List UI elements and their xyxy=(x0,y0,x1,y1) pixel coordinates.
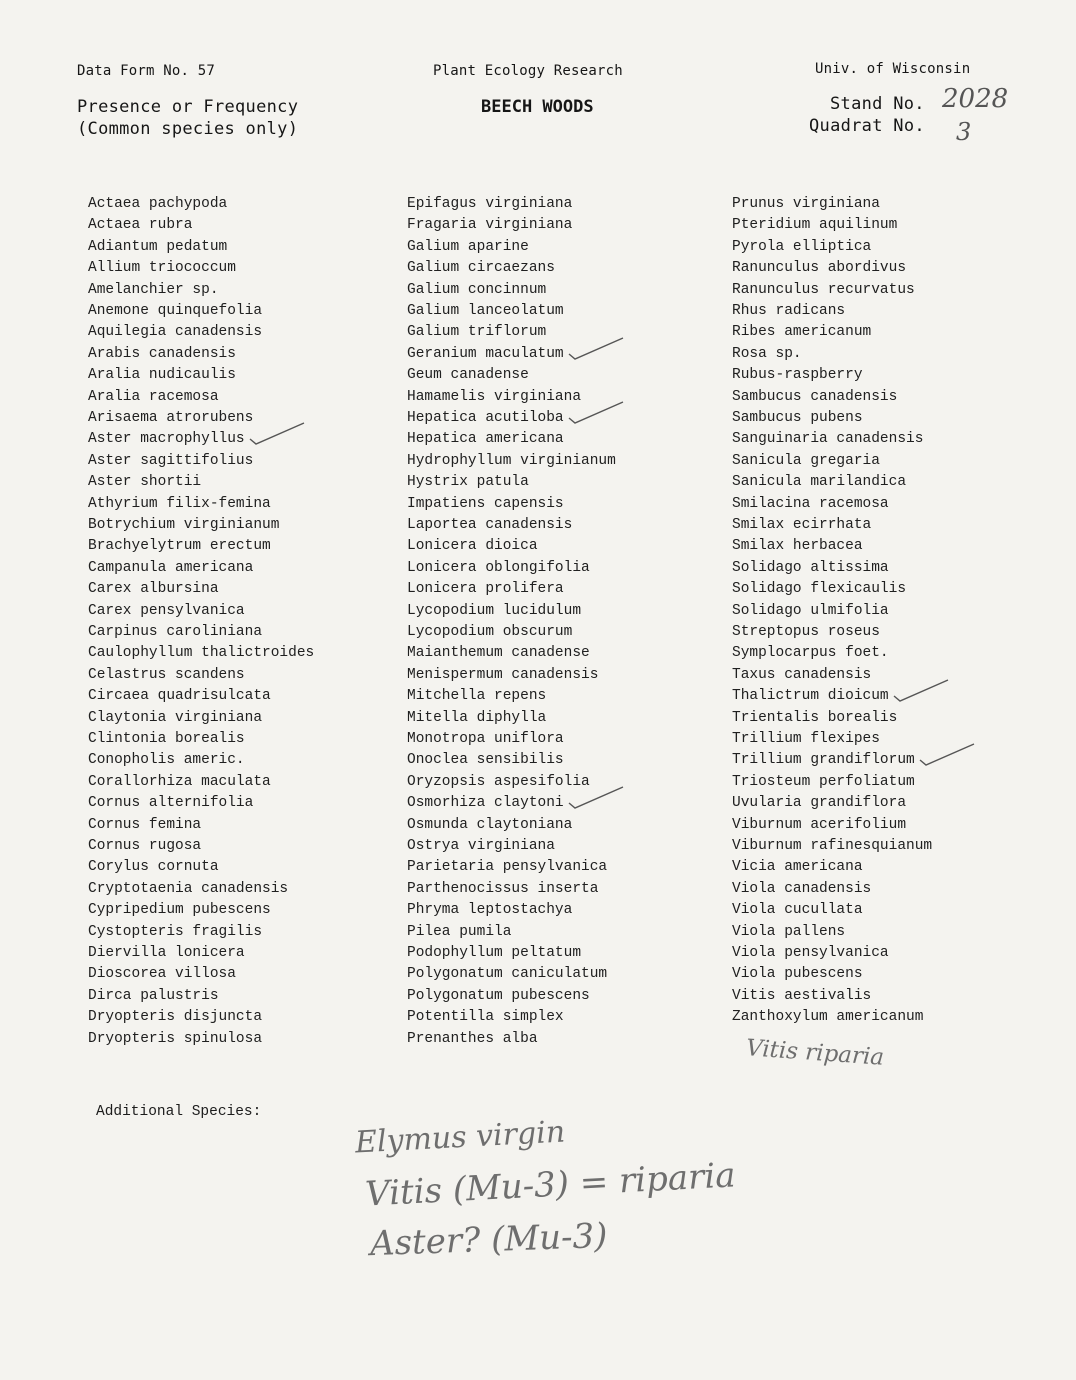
species-item: Aster macrophyllus xyxy=(88,431,245,447)
species-item: Rhus radicans xyxy=(732,303,846,319)
species-item: Viola pubescens xyxy=(732,966,863,982)
species-item: Brachyelytrum erectum xyxy=(88,538,271,554)
species-item: Aralia racemosa xyxy=(88,389,219,405)
species-item: Adiantum pedatum xyxy=(88,239,228,255)
species-item: Viburnum rafinesquianum xyxy=(732,838,933,854)
species-item: Dryopteris spinulosa xyxy=(88,1031,263,1047)
species-item: Rosa sp. xyxy=(732,346,802,362)
species-item: Cryptotaenia canadensis xyxy=(88,881,289,897)
species-item: Vitis aestivalis xyxy=(732,988,872,1004)
species-item: Clintonia borealis xyxy=(88,731,245,747)
check-mark-icon xyxy=(248,419,308,449)
species-item: Celastrus scandens xyxy=(88,667,245,683)
species-item: Solidago altissima xyxy=(732,560,889,576)
species-item: Campanula americana xyxy=(88,560,254,576)
species-item: Trientalis borealis xyxy=(732,710,898,726)
species-item: Arisaema atrorubens xyxy=(88,410,254,426)
species-item: Impatiens capensis xyxy=(407,496,564,512)
check-mark-icon xyxy=(567,398,627,428)
species-item: Mitchella repens xyxy=(407,688,547,704)
species-item: Arabis canadensis xyxy=(88,346,236,362)
species-item: Solidago ulmifolia xyxy=(732,603,889,619)
species-item: Vicia americana xyxy=(732,859,863,875)
species-item: Parietaria pensylvanica xyxy=(407,859,608,875)
species-item: Dryopteris disjuncta xyxy=(88,1009,263,1025)
species-item: Smilacina racemosa xyxy=(732,496,889,512)
species-item: Athyrium filix-femina xyxy=(88,496,271,512)
species-item: Hamamelis virginiana xyxy=(407,389,582,405)
species-item: Maianthemum canadense xyxy=(407,645,590,661)
form-number: Data Form No. 57 xyxy=(77,63,216,79)
quadrat-label: Quadrat No. xyxy=(809,116,925,136)
species-item: Cornus femina xyxy=(88,817,202,833)
species-item: Lycopodium obscurum xyxy=(407,624,573,640)
species-item: Amelanchier sp. xyxy=(88,282,219,298)
species-item: Parthenocissus inserta xyxy=(407,881,599,897)
species-item: Sanicula gregaria xyxy=(732,453,880,469)
species-item: Hepatica acutiloba xyxy=(407,410,564,426)
species-item: Solidago flexicaulis xyxy=(732,581,907,597)
species-item: Allium triococcum xyxy=(88,260,236,276)
species-item: Cystopteris fragilis xyxy=(88,924,263,940)
species-item: Osmunda claytoniana xyxy=(407,817,573,833)
species-item: Galium concinnum xyxy=(407,282,547,298)
species-item: Caulophyllum thalictroides xyxy=(88,645,315,661)
species-item: Ranunculus recurvatus xyxy=(732,282,915,298)
additional-entry-2: Vitis (Mu-3) = riparia xyxy=(364,1155,737,1215)
check-mark-icon xyxy=(567,783,627,813)
presence-label: Presence or Frequency xyxy=(77,97,299,117)
stand-label: Stand No. xyxy=(830,94,925,114)
species-item: Carpinus caroliniana xyxy=(88,624,263,640)
species-item: Galium lanceolatum xyxy=(407,303,564,319)
species-item: Sanguinaria canadensis xyxy=(732,431,924,447)
species-item: Epifagus virginiana xyxy=(407,196,573,212)
species-item: Sambucus canadensis xyxy=(732,389,898,405)
species-item: Potentilla simplex xyxy=(407,1009,564,1025)
species-item: Ribes americanum xyxy=(732,324,872,340)
species-item: Prenanthes alba xyxy=(407,1031,538,1047)
species-item: Pilea pumila xyxy=(407,924,512,940)
species-item: Dirca palustris xyxy=(88,988,219,1004)
species-item: Symplocarpus foet. xyxy=(732,645,889,661)
species-item: Cypripedium pubescens xyxy=(88,902,271,918)
species-item: Carex albursina xyxy=(88,581,219,597)
species-item: Rubus-raspberry xyxy=(732,367,863,383)
species-item: Oryzopsis aspesifolia xyxy=(407,774,590,790)
species-item: Polygonatum caniculatum xyxy=(407,966,608,982)
common-species-label: (Common species only) xyxy=(77,119,299,139)
quadrat-value: 3 xyxy=(956,118,972,146)
species-item: Galium aparine xyxy=(407,239,529,255)
species-item: Lycopodium lucidulum xyxy=(407,603,582,619)
species-item: Geranium maculatum xyxy=(407,346,564,362)
handwritten-note-vitis: Vitis riparia xyxy=(745,1035,885,1071)
species-item: Circaea quadrisulcata xyxy=(88,688,271,704)
species-item: Diervilla lonicera xyxy=(88,945,245,961)
species-item: Corylus cornuta xyxy=(88,859,219,875)
species-item: Aralia nudicaulis xyxy=(88,367,236,383)
species-item: Hystrix patula xyxy=(407,474,529,490)
species-item: Polygonatum pubescens xyxy=(407,988,590,1004)
species-item: Dioscorea villosa xyxy=(88,966,236,982)
species-item: Hepatica americana xyxy=(407,431,564,447)
species-item: Laportea canadensis xyxy=(407,517,573,533)
species-item: Smilax ecirrhata xyxy=(732,517,872,533)
species-item: Thalictrum dioicum xyxy=(732,688,889,704)
species-item: Carex pensylvanica xyxy=(88,603,245,619)
species-item: Menispermum canadensis xyxy=(407,667,599,683)
species-item: Viola cucullata xyxy=(732,902,863,918)
species-item: Pyrola elliptica xyxy=(732,239,872,255)
species-item: Viola canadensis xyxy=(732,881,872,897)
species-item: Cornus rugosa xyxy=(88,838,202,854)
additional-entry-1: Elymus virgin xyxy=(354,1114,566,1161)
check-mark-icon xyxy=(918,740,978,770)
species-item: Uvularia grandiflora xyxy=(732,795,907,811)
species-item: Sambucus pubens xyxy=(732,410,863,426)
species-item: Sanicula marilandica xyxy=(732,474,907,490)
species-item: Conopholis americ. xyxy=(88,752,245,768)
species-item: Taxus canadensis xyxy=(732,667,872,683)
university-name: Univ. of Wisconsin xyxy=(815,61,971,77)
species-item: Aster sagittifolius xyxy=(88,453,254,469)
species-item: Pteridium aquilinum xyxy=(732,217,898,233)
species-item: Botrychium virginianum xyxy=(88,517,280,533)
additional-species-label: Additional Species: xyxy=(96,1104,262,1120)
species-item: Lonicera dioica xyxy=(407,538,538,554)
species-item: Actaea rubra xyxy=(88,217,193,233)
species-item: Viola pensylvanica xyxy=(732,945,889,961)
species-item: Galium circaezans xyxy=(407,260,555,276)
check-mark-icon xyxy=(892,676,952,706)
species-item: Triosteum perfoliatum xyxy=(732,774,915,790)
community-title: BEECH WOODS xyxy=(481,97,594,117)
species-item: Viola pallens xyxy=(732,924,846,940)
species-item: Anemone quinquefolia xyxy=(88,303,263,319)
research-title: Plant Ecology Research xyxy=(433,63,623,79)
species-item: Aster shortii xyxy=(88,474,202,490)
species-item: Streptopus roseus xyxy=(732,624,880,640)
species-item: Trillium flexipes xyxy=(732,731,880,747)
species-item: Onoclea sensibilis xyxy=(407,752,564,768)
species-item: Corallorhiza maculata xyxy=(88,774,271,790)
species-item: Galium triflorum xyxy=(407,324,547,340)
species-item: Trillium grandiflorum xyxy=(732,752,915,768)
species-item: Claytonia virginiana xyxy=(88,710,263,726)
stand-value: 2028 xyxy=(942,84,1009,114)
species-item: Smilax herbacea xyxy=(732,538,863,554)
species-item: Zanthoxylum americanum xyxy=(732,1009,924,1025)
species-item: Monotropa uniflora xyxy=(407,731,564,747)
species-item: Aquilegia canadensis xyxy=(88,324,263,340)
species-item: Geum canadense xyxy=(407,367,529,383)
species-item: Ostrya virginiana xyxy=(407,838,555,854)
species-item: Fragaria virginiana xyxy=(407,217,573,233)
additional-entry-3: Aster? (Mu-3) xyxy=(369,1215,609,1265)
species-item: Lonicera prolifera xyxy=(407,581,564,597)
species-item: Cornus alternifolia xyxy=(88,795,254,811)
species-item: Mitella diphylla xyxy=(407,710,547,726)
species-item: Podophyllum peltatum xyxy=(407,945,582,961)
species-item: Lonicera oblongifolia xyxy=(407,560,590,576)
species-item: Hydrophyllum virginianum xyxy=(407,453,616,469)
species-item: Ranunculus abordivus xyxy=(732,260,907,276)
species-item: Viburnum acerifolium xyxy=(732,817,907,833)
check-mark-icon xyxy=(567,334,627,364)
species-item: Prunus virginiana xyxy=(732,196,880,212)
species-item: Phryma leptostachya xyxy=(407,902,573,918)
species-item: Actaea pachypoda xyxy=(88,196,228,212)
species-item: Osmorhiza claytoni xyxy=(407,795,564,811)
